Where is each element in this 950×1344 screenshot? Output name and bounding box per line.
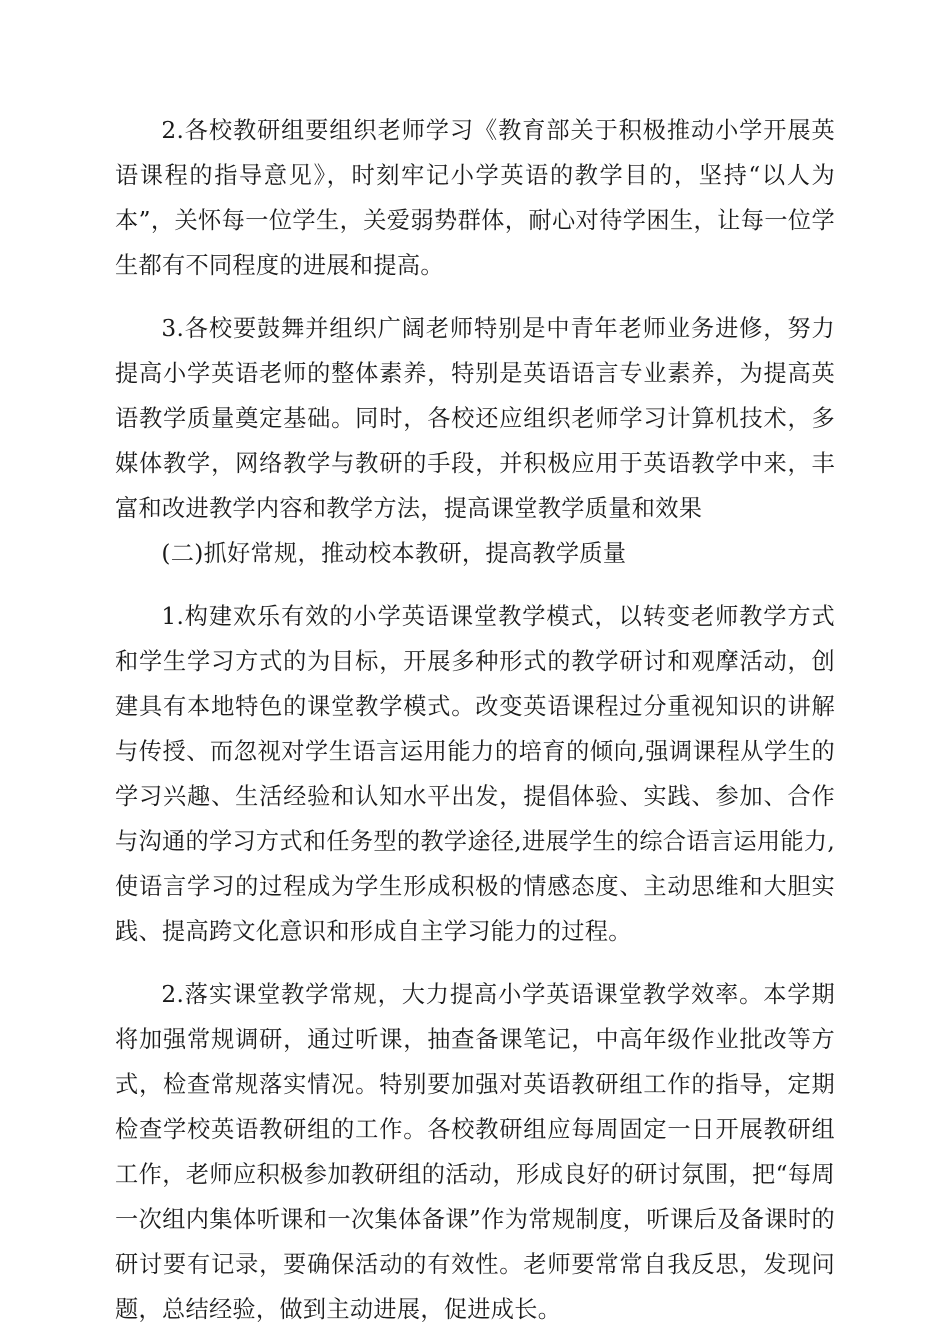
paragraph-item-3: 3.各校要鼓舞并组织广阔老师特别是中青年老师业务进修，努力提高小学英语老师的整体素养，特别是英语语言专业素养，为提高英语教学质量奠定基础。同时，各校还应组织老师学习计算机技术，多媒体教学，网络教学与教研的手段，并积极应用于英语教学中来，丰富和改进教学内容和教学方法，提高课堂教学质量和效果 (115, 315, 835, 522)
paragraph-item-2-routine: 2.落实课堂教学常规，大力提高小学英语课堂教学效率。本学期将加强常规调研，通过听课，抽查备课笔记，中高年级作业批改等方式，检查常规落实情况。特别要加强对英语教研组工作的指导，定期检查学校英语教研组的工作。各校教研组应每周固定一日开展教研组工作，老师应积极参加教研组的活动，形成良好的研讨氛围，把“每周一次组内集体听课和一次集体备课”作为常规制度，听课后及备课时的研讨要有记录，要确保活动的有效性。老师要常常自我反思，发现问题，总结经验，做到主动进展，促进成长。 (115, 981, 835, 1323)
paragraph-item-2: 2.各校教研组要组织老师学习《教育部关于积极推动小学开展英语课程的指导意见》，时刻牢记小学英语的教学目的，坚持“以人为本”，关怀每一位学生，关爱弱势群体，耐心对待学困生，让每一位学生都有不同程度的进展和提高。 (115, 117, 835, 279)
document-body (115, 108, 835, 1332)
section-heading: (二)抓好常规，推动校本教研，提高教学质量 (161, 540, 627, 567)
paragraph-item-1: 1.构建欢乐有效的小学英语课堂教学模式，以转变老师教学方式和学生学习方式的为目标，开展多种形式的教学研讨和观摩活动，创建具有本地特色的课堂教学模式。改变英语课程过分重视知识的讲解与传授、而忽视对学生语言运用能力的培育的倾向,强调课程从学生的学习兴趣、生活经验和认知水平出发，提倡体验、实践、参加、合作与沟通的学习方式和任务型的教学途径,进展学生的综合语言运用能力,使语言学习的过程成为学生形成积极的情感态度、主动思维和大胆实践、提高跨文化意识和形成自主学习能力的过程。 (115, 603, 835, 945)
